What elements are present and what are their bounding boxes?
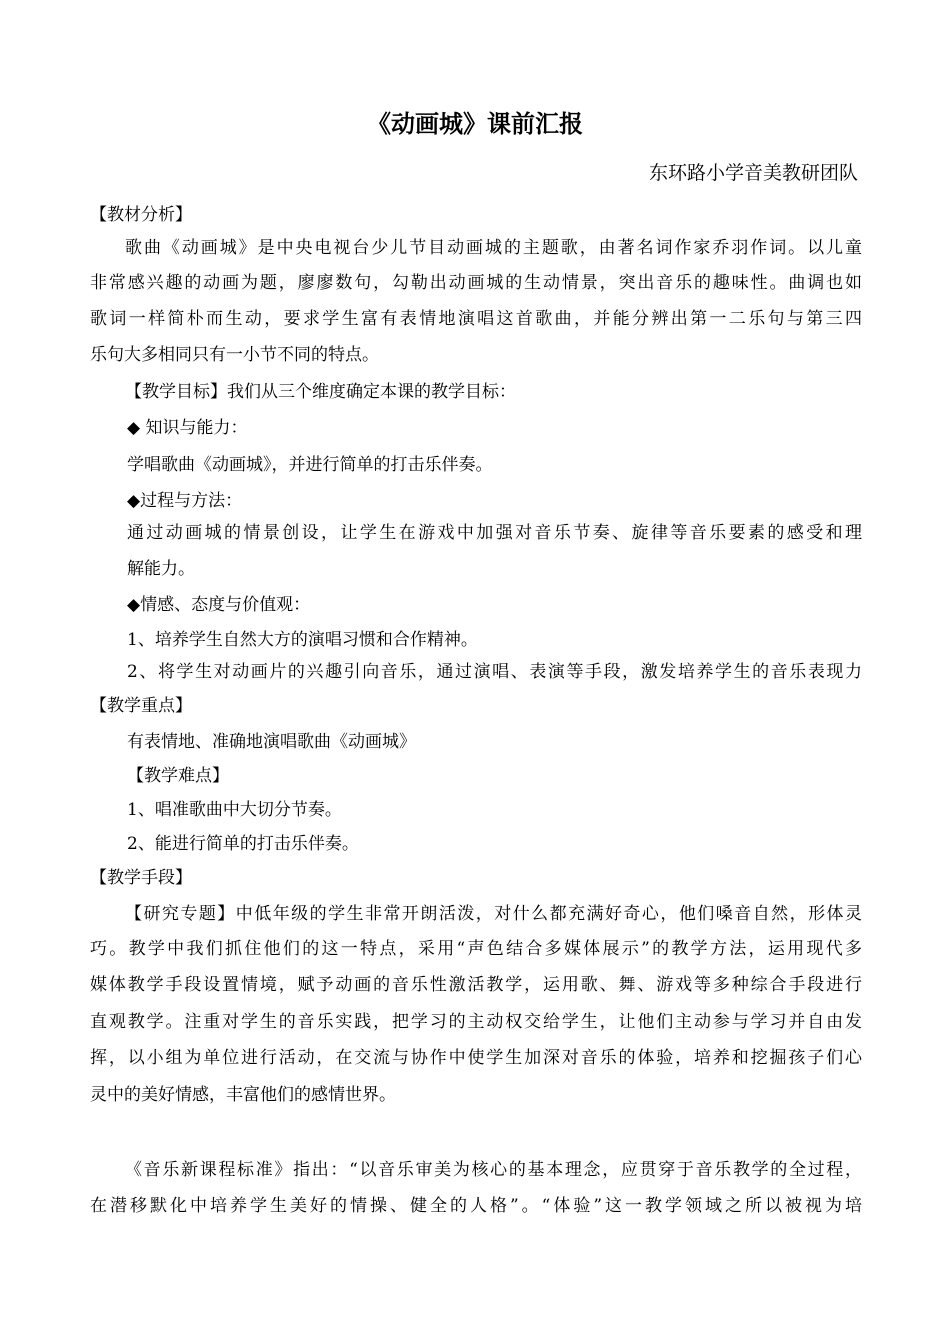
means-paragraph-line: 巧。教学中我们抓住他们的这一特点，采用“声色结合多媒体展示”的教学方法，运用现代多	[90, 939, 862, 959]
difficulty-item: 1、唱准歌曲中大切分节奏。	[127, 800, 342, 820]
goals-line: 【教学目标】我们从三个维度确定本课的教学目标：	[125, 382, 516, 402]
document-title: 《动画城》课前汇报	[367, 110, 583, 138]
goal-process-text: 解能力。	[127, 559, 195, 579]
goal-process-heading: ◆过程与方法：	[127, 491, 243, 511]
difficulty-item: 2、能进行简单的打击乐伴奏。	[127, 834, 359, 854]
analysis-paragraph-line: 歌词一样简朴而生动，要求学生富有表情地演唱这首歌曲，并能分辨出第一二乐句与第三四	[90, 309, 862, 329]
means-paragraph-line: 灵中的美好情感，丰富他们的感情世界。	[90, 1085, 396, 1105]
means-paragraph-line: 直观教学。注重对学生的音乐实践，把学习的主动权交给学生，让他们主动参与学习并自由发	[90, 1012, 862, 1032]
goal-knowledge-text: 学唱歌曲《动画城》，并进行简单的打击乐伴奏。	[127, 455, 493, 475]
goal-emotion-item: 2、将学生对动画片的兴趣引向音乐，通过演唱、表演等手段，激发培养学生的音乐表现力	[127, 662, 862, 682]
standard-paragraph-line: 在潜移默化中培养学生美好的情操、健全的人格”。“体验”这一教学领域之所以被视为培	[90, 1196, 862, 1216]
key-text: 有表情地、准确地演唱歌曲《动画城》	[127, 732, 416, 752]
standard-paragraph-line: 《音乐新课程标准》指出：“以音乐审美为核心的基本理念，应贯穿于音乐教学的全过程，	[125, 1160, 862, 1180]
means-paragraph-line: 挥，以小组为单位进行活动，在交流与协作中使学生加深对音乐的体验，培养和挖掘孩子们心	[90, 1048, 862, 1068]
goal-emotion-item: 1、培养学生自然大方的演唱习惯和合作精神。	[127, 630, 478, 650]
goal-emotion-heading: ◆情感、态度与价值观：	[127, 595, 311, 615]
analysis-paragraph-line: 乐句大多相同只有一小节不同的特点。	[90, 345, 379, 365]
means-heading: 【教学手段】	[90, 868, 192, 888]
goal-process-text: 通过动画城的情景创设，让学生在游戏中加强对音乐节奏、旋律等音乐要素的感受和理	[127, 523, 862, 543]
goal-knowledge-heading: ◆ 知识与能力：	[127, 418, 248, 438]
analysis-paragraph-line: 歌曲《动画城》是中央电视台少儿节目动画城的主题歌，由著名词作家乔羽作词。以儿童	[125, 238, 862, 258]
author-line: 东环路小学音美教研团队	[648, 162, 858, 184]
analysis-heading: 【教材分析】	[90, 205, 192, 225]
key-heading: 【教学重点】	[90, 696, 192, 716]
difficulty-heading: 【教学难点】	[127, 766, 229, 786]
means-paragraph-line: 【研究专题】中低年级的学生非常开朗活泼，对什么都充满好奇心，他们嗓音自然，形体灵	[125, 904, 862, 924]
analysis-paragraph-line: 非常感兴趣的动画为题，廖廖数句，勾勒出动画城的生动情景，突出音乐的趣味性。曲调也如	[90, 273, 862, 293]
means-paragraph-line: 媒体教学手段设置情境，赋予动画的音乐性激活教学，运用歌、舞、游戏等多种综合手段进行	[90, 975, 862, 995]
